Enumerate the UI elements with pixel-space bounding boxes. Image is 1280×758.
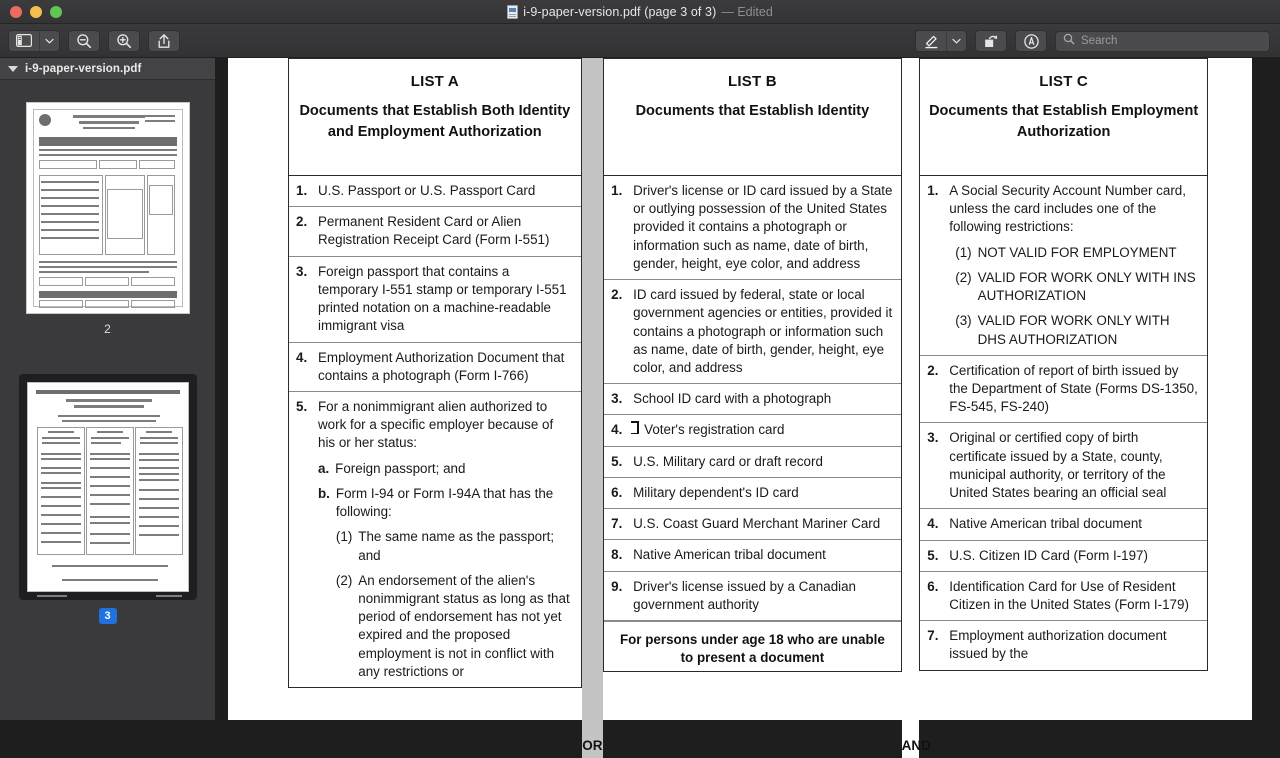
list-b-footer-note: For persons under age 18 who are unable to present a document bbox=[604, 621, 901, 671]
sub-sub-item bbox=[955, 312, 1199, 348]
item-number: 7. bbox=[611, 516, 623, 532]
item-text: School ID card with a photograph bbox=[633, 391, 832, 407]
item-number: 6. bbox=[927, 578, 939, 594]
item-number: 2. bbox=[296, 214, 308, 230]
markup-pen-icon bbox=[916, 31, 946, 51]
item-text: Driver's license issued by a Canadian government authority bbox=[633, 578, 857, 612]
window-title-group bbox=[0, 0, 1280, 24]
markup-toolbar-button[interactable] bbox=[915, 30, 967, 52]
item-text: A Social Security Account Number card, unless the card includes one of the following restrictions: bbox=[949, 183, 1186, 235]
thumbnail-item-page-3[interactable] bbox=[0, 374, 215, 624]
list-a-items bbox=[288, 176, 582, 688]
item-number: 3. bbox=[927, 430, 939, 446]
text-cursor-icon bbox=[634, 421, 636, 434]
item-text: Employment authorization document issued by the bbox=[949, 628, 1167, 662]
item-text: U.S. Passport or U.S. Passport Card bbox=[318, 183, 536, 198]
conjunction-or: OR bbox=[582, 738, 603, 753]
list-item[interactable] bbox=[604, 509, 901, 540]
thumbnail-sidebar bbox=[0, 58, 215, 720]
traffic-light-group bbox=[0, 6, 62, 18]
page-2-miniature bbox=[27, 103, 189, 313]
list-item[interactable] bbox=[920, 572, 1207, 621]
item-text: For a nonimmigrant alien authorized to work for a specific employer because of his or her status: bbox=[318, 398, 554, 451]
item-number: 9. bbox=[611, 578, 623, 594]
rotate-left-button[interactable] bbox=[975, 30, 1007, 52]
list-a-header bbox=[288, 58, 582, 176]
item-number: 5. bbox=[611, 453, 623, 469]
sub-sub-item-text: VALID FOR WORK ONLY WITH INS AUTHORIZATION bbox=[977, 269, 1196, 304]
list-item[interactable] bbox=[604, 415, 901, 446]
item-number: 7. bbox=[927, 628, 939, 644]
list-item[interactable] bbox=[604, 572, 901, 621]
list-item[interactable] bbox=[920, 621, 1207, 669]
sidebar-file-name: i-9-paper-version.pdf bbox=[25, 62, 142, 75]
list-item[interactable] bbox=[604, 384, 901, 415]
list-c-column bbox=[919, 58, 1208, 671]
thumbnail-image[interactable] bbox=[26, 102, 190, 314]
list-c-subtitle: Documents that Establish Employment Authorization bbox=[929, 103, 1199, 140]
thumbnail-image-selected[interactable] bbox=[19, 374, 197, 600]
item-number: 5. bbox=[296, 398, 308, 414]
list-c-header bbox=[919, 58, 1208, 176]
minimize-button-icon[interactable] bbox=[30, 6, 42, 18]
sub-item-number: a. bbox=[318, 460, 330, 476]
toolbar bbox=[0, 24, 1280, 58]
zoom-in-icon bbox=[116, 33, 132, 49]
thumbnail-item-page-2[interactable] bbox=[0, 102, 215, 336]
item-number: 4. bbox=[611, 422, 623, 438]
list-item[interactable] bbox=[604, 540, 901, 571]
zoom-in-button[interactable] bbox=[108, 30, 140, 52]
list-b-column bbox=[603, 58, 902, 672]
item-number: 1. bbox=[296, 183, 308, 198]
item-number: 4. bbox=[927, 516, 939, 532]
list-item[interactable] bbox=[289, 207, 581, 256]
sub-item-body bbox=[336, 485, 573, 681]
list-item[interactable] bbox=[289, 392, 581, 687]
item-number: 4. bbox=[296, 349, 308, 365]
list-item[interactable] bbox=[920, 509, 1207, 540]
item-text: Permanent Resident Card or Alien Registration Receipt Card (Form I-551) bbox=[318, 214, 550, 248]
and-separator-gap bbox=[901, 58, 931, 758]
pdf-document-icon bbox=[507, 5, 518, 19]
item-text: ID card issued by federal, state or local government agencies or entities, provided it contains a photograph or information such as name, date of birth, gender, height, eye color, and address bbox=[633, 287, 893, 375]
page-3-miniature bbox=[28, 383, 188, 591]
list-a-column bbox=[288, 58, 582, 688]
item-text: Employment Authorization Document that contains a photograph (Form I-766) bbox=[318, 349, 565, 383]
list-b-subtitle: Documents that Establish Identity bbox=[635, 103, 870, 119]
list-item[interactable] bbox=[920, 356, 1207, 424]
item-text: Certification of report of birth issued by the Department of State (Forms DS-1350, FS-545, FS-240) bbox=[949, 362, 1198, 415]
sub-item bbox=[318, 460, 573, 478]
rotate-left-icon bbox=[983, 33, 999, 49]
item-text: Voter's registration card bbox=[644, 422, 785, 438]
item-number: 6. bbox=[611, 484, 623, 500]
item-text-group bbox=[318, 398, 573, 681]
sub-item-number: b. bbox=[318, 485, 330, 501]
conjunction-and: AND bbox=[901, 738, 931, 753]
acceptable-documents-table bbox=[288, 58, 1208, 758]
sub-sub-item bbox=[955, 244, 1199, 262]
sub-item bbox=[318, 485, 573, 681]
sub-sub-item-number: (3) bbox=[955, 313, 972, 329]
item-text: Native American tribal document bbox=[949, 516, 1143, 532]
pdf-page bbox=[228, 58, 1252, 753]
list-item[interactable] bbox=[920, 541, 1207, 572]
list-a-title: LIST A bbox=[410, 73, 459, 90]
item-text-group bbox=[949, 182, 1199, 349]
item-text: Native American tribal document bbox=[633, 547, 826, 563]
list-item[interactable] bbox=[289, 176, 581, 207]
sub-sub-item bbox=[336, 528, 573, 564]
annotate-icon bbox=[1023, 33, 1040, 50]
close-button-icon[interactable] bbox=[10, 6, 22, 18]
list-item[interactable] bbox=[604, 176, 901, 280]
markup-chevron-down-icon[interactable] bbox=[946, 31, 966, 51]
thumbnail-list[interactable] bbox=[0, 80, 215, 720]
sidebar-icon bbox=[9, 31, 39, 51]
sub-sub-item-text: VALID FOR WORK ONLY WITH DHS AUTHORIZATION bbox=[977, 313, 1170, 347]
sub-sub-item bbox=[955, 269, 1199, 305]
item-number: 1. bbox=[611, 183, 623, 198]
item-text: Military dependent's ID card bbox=[633, 484, 799, 500]
item-text: Original or certified copy of birth certificate issued by a State, county, municipal authority, or territory of the United States bearing an official seal bbox=[949, 430, 1167, 501]
list-item[interactable] bbox=[604, 478, 901, 509]
share-icon bbox=[157, 33, 171, 49]
item-number: 2. bbox=[927, 362, 939, 378]
item-text: Driver's license or ID card issued by a State or outlying possession of the United States provided it contains a photograph or information such as name, date of birth, gender, height, eye color, and address bbox=[633, 183, 893, 271]
list-item[interactable] bbox=[289, 343, 581, 392]
list-b-header bbox=[603, 58, 902, 176]
item-number: 1. bbox=[927, 183, 939, 198]
sub-sub-item-number: (2) bbox=[335, 572, 353, 588]
sub-item-text: Foreign passport; and bbox=[335, 460, 466, 476]
window-title: i-9-paper-version.pdf (page 3 of 3) bbox=[523, 5, 717, 19]
list-item[interactable] bbox=[604, 280, 901, 384]
sub-item-text: Form I-94 or Form I-94A that has the following: bbox=[335, 485, 554, 520]
thumbnail-page-badge: 3 bbox=[99, 608, 117, 624]
sub-sub-item-number: (1) bbox=[955, 244, 972, 260]
thumbnail-page-label: 2 bbox=[104, 322, 111, 336]
sub-sub-item-number: (2) bbox=[955, 269, 972, 285]
item-text: U.S. Military card or draft record bbox=[633, 453, 823, 469]
item-text: U.S. Coast Guard Merchant Mariner Card bbox=[633, 516, 881, 532]
list-item[interactable] bbox=[920, 423, 1207, 509]
zoom-button-icon[interactable] bbox=[50, 6, 62, 18]
or-separator-band bbox=[582, 58, 604, 758]
list-c-items bbox=[919, 176, 1208, 671]
list-item[interactable] bbox=[604, 447, 901, 478]
sidebar-toggle-button[interactable] bbox=[8, 30, 60, 52]
sub-sub-item-text: An endorsement of the alien's nonimmigrant status as long as that period of endorsement has not yet expired and the proposed employment is not in conflict with any restrictions or bbox=[358, 572, 570, 679]
annotate-button[interactable] bbox=[1015, 30, 1047, 52]
search-placeholder: Search bbox=[1081, 35, 1118, 47]
item-number: 5. bbox=[927, 547, 939, 563]
list-item[interactable] bbox=[289, 257, 581, 343]
sidebar-header[interactable] bbox=[0, 58, 215, 80]
item-number: 2. bbox=[611, 287, 623, 303]
disclosure-triangle-icon[interactable] bbox=[8, 66, 18, 72]
item-text: Identification Card for Use of Resident Citizen in the United States (Form I-179) bbox=[949, 578, 1189, 612]
list-a-subtitle: Documents that Establish Both Identity and Employment Authorization bbox=[299, 103, 571, 140]
document-viewer[interactable] bbox=[215, 58, 1280, 753]
item-text: Foreign passport that contains a temporary I-551 stamp or temporary I-551 printed notation on a machine-readable immigrant visa bbox=[318, 263, 567, 334]
chevron-down-icon[interactable] bbox=[39, 31, 59, 51]
list-b-title: LIST B bbox=[728, 73, 777, 90]
list-c-title: LIST C bbox=[1039, 73, 1088, 90]
sub-sub-item-text: NOT VALID FOR EMPLOYMENT bbox=[977, 244, 1177, 260]
zoom-out-icon bbox=[76, 33, 92, 49]
sub-sub-item bbox=[336, 572, 573, 681]
item-number: 3. bbox=[611, 391, 623, 407]
item-number: 3. bbox=[296, 263, 308, 279]
zoom-out-button[interactable] bbox=[68, 30, 100, 52]
search-field[interactable] bbox=[1055, 31, 1270, 52]
sub-sub-item-text: The same name as the passport; and bbox=[358, 529, 555, 563]
edited-indicator: — Edited bbox=[721, 5, 773, 19]
list-item[interactable] bbox=[920, 176, 1207, 356]
sub-sub-item-number: (1) bbox=[335, 529, 353, 545]
list-b-items bbox=[603, 176, 902, 672]
item-number: 8. bbox=[611, 547, 623, 563]
share-button[interactable] bbox=[148, 30, 180, 52]
item-text: U.S. Citizen ID Card (Form I-197) bbox=[949, 547, 1148, 563]
title-bar bbox=[0, 0, 1280, 24]
search-icon bbox=[1063, 32, 1075, 50]
